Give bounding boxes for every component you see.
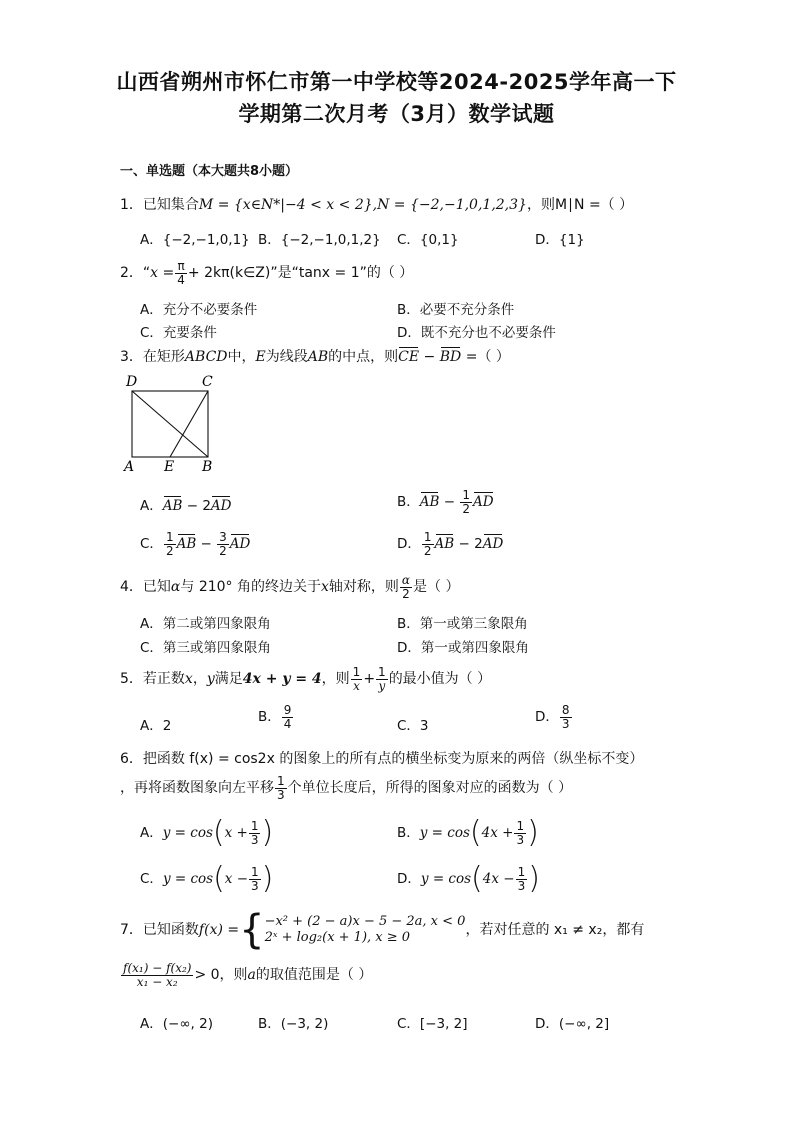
q3-lead: 3．在矩形 [120,349,185,365]
q7-piece-1: −x² + (2 − a)x − 5 − 2a, x < 0 [264,913,466,929]
q2-option-a: A．充分不必要条件 [140,302,258,318]
q6-c-in: x − [224,871,249,887]
q5-option-d [535,704,573,730]
q3-b-label: B． [397,494,420,511]
q7-cond-frac [121,962,193,988]
q5-frac1 [351,666,363,692]
q3-option-b [397,489,494,515]
q5-option-c: C．3 [397,718,429,734]
q7-piece-2: 2ˣ + log₂(x + 1), x ≥ 0 [264,930,411,945]
label-e: E [164,459,175,475]
q7-cond-n: f(x₁) − f(x₂) [123,961,192,975]
q6-c-frac [249,866,261,892]
label-c: C [202,374,213,390]
q3-e: E [255,349,266,365]
question-3 [120,346,510,366]
q5-d-label: D． [535,709,559,726]
q3-vec-bd: BD [439,349,462,365]
q6-c-label: C． [140,871,163,887]
segment-ce [170,391,208,457]
q4-alpha: α [170,579,181,596]
q4-option-c: C．第三或第四象限角 [140,640,271,656]
question-4 [120,574,459,600]
q3-a-vec2: AD [210,498,232,514]
q1-tail: ，则M∣N =（ ） [526,197,634,213]
q6-line2-pre: ，再将函数图象向左平移 [120,780,274,797]
q5-b-d: 4 [283,716,292,731]
q7-option-b: B．(−3, 2) [258,1016,329,1032]
q7-cond-d: x₁ − x₂ [136,974,178,989]
q6-n: 1 [277,774,285,788]
q5-mid2: ，则 [321,671,350,688]
q3-d-vec1: AB [434,536,455,553]
q4-frac-d: 2 [402,586,410,601]
q7-option-c: C．[−3, 2] [397,1016,468,1032]
q6-a-n: 1 [250,818,259,833]
q5-d-n: 8 [561,703,570,717]
q5-f1d: x [353,678,360,693]
q1-set-m: M = {x∈N*|−4 < x < 2} [198,197,373,213]
label-a: A [124,459,135,475]
q6-c-d: 3 [251,878,259,893]
q2-option-c: C．充要条件 [140,325,217,341]
q5-plus: + [363,671,376,688]
q2-lead: 2．“ [120,265,151,282]
title-line-1: 山西省朔州市怀仁市第一中学校等2024-2025学年高一下 [116,70,677,94]
q3-c-n2: 3 [219,530,227,544]
q3-d-frac [422,531,434,557]
q3-c-d2: 2 [219,543,227,558]
q6-d-in: 4x − [482,871,515,887]
q3-b-vec2: AD [472,494,494,511]
q5-f2d: y [378,678,386,693]
q3-vec-ce: CE [398,349,420,365]
q6-option-c: C．y = cos(x − $\frac{1}{3}$ ) [140,861,274,896]
q3-minus: − [419,349,440,365]
q5-f2n: 1 [378,665,386,679]
q6-c-n: 1 [251,864,259,879]
question-6-line-1: 6．把函数 f(x) = cos2x 的图象上的所有点的横坐标变为原来的两倍（纵坐标不变） [120,751,644,767]
q7-piecewise [265,914,466,947]
q3-c-frac2 [217,531,229,557]
q7-option-d: D．(−∞, 2] [535,1016,610,1032]
q6-d-d: 3 [517,878,526,893]
q2-pi: π [175,260,187,274]
q7-tail: ，若对任意的 x₁ ≠ x₂，都有 [465,922,645,938]
q6-d-frac [516,866,528,892]
q5-option-b [258,704,294,730]
q1-option-a: A．{−2,−1,0,1} [140,232,250,248]
q3-d-n1: 1 [423,530,432,544]
q4-option-a: A．第二或第四象限角 [140,616,271,632]
q5-frac2 [376,666,388,692]
q3-a-label: A． [140,498,163,514]
q3-abcd: ABCD [184,349,228,365]
q6-d-label: D． [397,871,421,887]
q7-option-a: A．(−∞, 2) [140,1016,213,1032]
q5-d-d: 3 [561,716,570,731]
title-line-2: 学期第二次月考（3月）数学试题 [238,102,555,126]
q6-b-d: 3 [516,832,525,847]
q3-d-mid: − 2 [454,536,483,553]
rectangle-figure [118,370,228,476]
q3-c-frac1 [164,531,176,557]
q6-frac [275,775,287,801]
q5-f1n: 1 [352,665,361,679]
q6-a-d: 3 [250,832,259,847]
q6-d-fn: y = cos [420,871,472,887]
q6-a-fn: y = cos [162,825,213,841]
q6-b-label: B． [397,825,420,841]
q3-b-frac [460,489,472,515]
q5-sep: ， [192,671,207,688]
q6-line2-tail: 个单位长度后，所得的图象对应的函数为（ ） [287,780,573,797]
q6-b-fn: y = cos [419,825,470,841]
q3-c-n1: 1 [165,530,174,544]
q3-option-a [140,494,231,514]
question-6-line-2 [120,775,572,801]
q3-b-mid: − [439,494,460,511]
q4-frac-n: α [401,573,411,587]
q4-lead: 4．已知 [120,579,171,596]
question-7-condition [120,962,372,988]
segment-db [132,391,208,457]
q6-a-in: x + [224,825,248,841]
q3-option-c [140,531,250,557]
q3-d-vec2: AD [482,536,504,553]
q3-mid2: 为线段 [265,349,308,365]
q7-lead: 7．已知函数 [120,922,199,938]
question-2 [120,260,413,286]
question-5 [120,666,491,692]
q5-mid: 满足 [214,671,243,688]
q6-a-label: A． [140,825,163,841]
q3-c-vec2: AD [229,536,251,553]
q7-tail2: 的取值范围是（ ） [255,967,373,984]
q5-d-frac [560,704,572,730]
q1-option-c: C．{0,1} [397,232,459,248]
q4-option-b: B．第一或第三象限角 [397,616,528,632]
q1-lead: 1．已知集合 [120,197,199,213]
q4-tail: 是（ ） [413,579,460,596]
q7-fx: f(x) = [198,922,240,938]
q2-rest: + 2kπ(k∈Z)”是“tanx = 1”的（ ） [187,265,414,282]
q6-b-n: 1 [516,818,525,833]
q6-a-frac [249,820,261,846]
q3-a-vec1: AB [162,498,183,514]
q3-option-d [397,531,503,557]
question-1 [120,194,633,214]
label-b: B [202,459,213,475]
section-heading: 一、单选题（本大题共8小题） [120,164,299,179]
q3-d-d1: 2 [423,543,432,558]
q4-mid: 与 210° 角的终边关于 [180,579,322,596]
q7-cond-tail: > 0，则 [194,967,248,984]
q3-b-n: 1 [462,488,470,502]
q3-d-label: D． [397,536,421,553]
q2-option-d: D．既不充分也不必要条件 [397,325,556,341]
q3-c-label: C． [140,536,163,553]
q6-option-a: A．y = cos(x + $\frac{1}{3}$ ) [140,815,274,850]
q4-frac [400,574,412,600]
q3-b-d: 2 [462,501,470,516]
q5-option-a: A．2 [140,718,172,734]
q5-lead: 5．若正数 [120,671,185,688]
q5-y: y [206,671,215,688]
q3-c-d1: 2 [165,543,174,558]
q1-option-b: B．{−2,−1,0,1,2} [258,232,381,248]
q3-mid3: 的中点，则 [328,349,399,365]
q1-set-n: ,N = {−2,−1,0,1,2,3} [372,197,527,213]
q1-option-d: D．{1} [535,232,585,248]
q6-d: 3 [277,787,285,802]
q7-a: a [247,967,256,984]
q2-pi-over-4 [175,260,187,286]
q5-b-frac [282,704,294,730]
q6-b-frac [514,820,526,846]
q6-b-in: 4x + [481,825,514,841]
q5-b-n: 9 [283,703,292,717]
q6-c-fn: y = cos [162,871,214,887]
q3-a-mid: − 2 [182,498,211,514]
q2-x-eq: x = [150,265,175,282]
question-7: 7．已知函数f(x) ={ −x² + (2 − a)x − 5 − 2a, x < 0 2ˣ + log₂(x + 1), x ≥ 0 ，若对任意的 x₁ ≠ x₂，都有 [120,907,645,953]
q3-c-mid: − [196,536,217,553]
q3-mid: 中， [227,349,256,365]
q6-option-b: B．y = cos(4x + $\frac{1}{3}$ ) [397,815,539,850]
q2-option-b: B．必要不充分条件 [397,302,515,318]
q5-b-label: B． [258,709,281,726]
q6-option-d: D．y = cos(4x − $\frac{1}{3}$ ) [397,861,540,896]
q5-x: x [184,671,193,688]
q2-four: 4 [177,272,185,287]
q4-x: x [321,579,329,596]
q5-condition: 4x + y = 4 [242,671,322,688]
q5-tail: 的最小值为（ ） [388,671,492,688]
q3-b-vec1: AB [419,494,440,511]
q3-tail: =（ ） [461,349,510,365]
q3-ab: AB [307,349,329,365]
q6-d-n: 1 [517,864,526,879]
label-d: D [126,374,138,390]
q3-c-vec1: AB [176,536,197,553]
q4-option-d: D．第一或第四象限角 [397,640,529,656]
q4-mid2: 轴对称，则 [328,579,399,596]
